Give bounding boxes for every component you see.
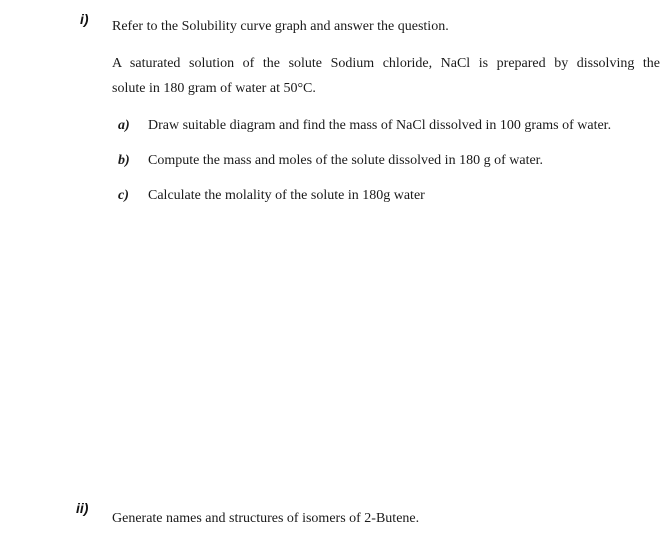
part-c-label: c) xyxy=(118,188,129,203)
part-a-label: a) xyxy=(118,118,130,133)
question-ii-marker: ii) xyxy=(76,500,89,516)
question-i-intro: Refer to the Solubility curve graph and answer the question. xyxy=(112,19,449,34)
part-c-text: Calculate the molality of the solute in 180g water xyxy=(148,188,425,203)
question-i-paragraph-line-2: solute in 180 gram of water at 50°C. xyxy=(112,81,316,96)
question-i-paragraph-line-1: A saturated solution of the solute Sodium chloride, NaCl is prepared by dissolving the xyxy=(112,56,660,71)
part-b-text: Compute the mass and moles of the solute dissolved in 180 g of water. xyxy=(148,153,544,168)
part-b-label: b) xyxy=(118,153,130,168)
part-a-text: Draw suitable diagram and find the mass of NaCl dissolved in 100 grams of water. xyxy=(148,118,612,133)
question-i-marker: i) xyxy=(80,11,89,27)
question-ii-text: Generate names and structures of isomers of 2-Butene. xyxy=(112,511,420,526)
